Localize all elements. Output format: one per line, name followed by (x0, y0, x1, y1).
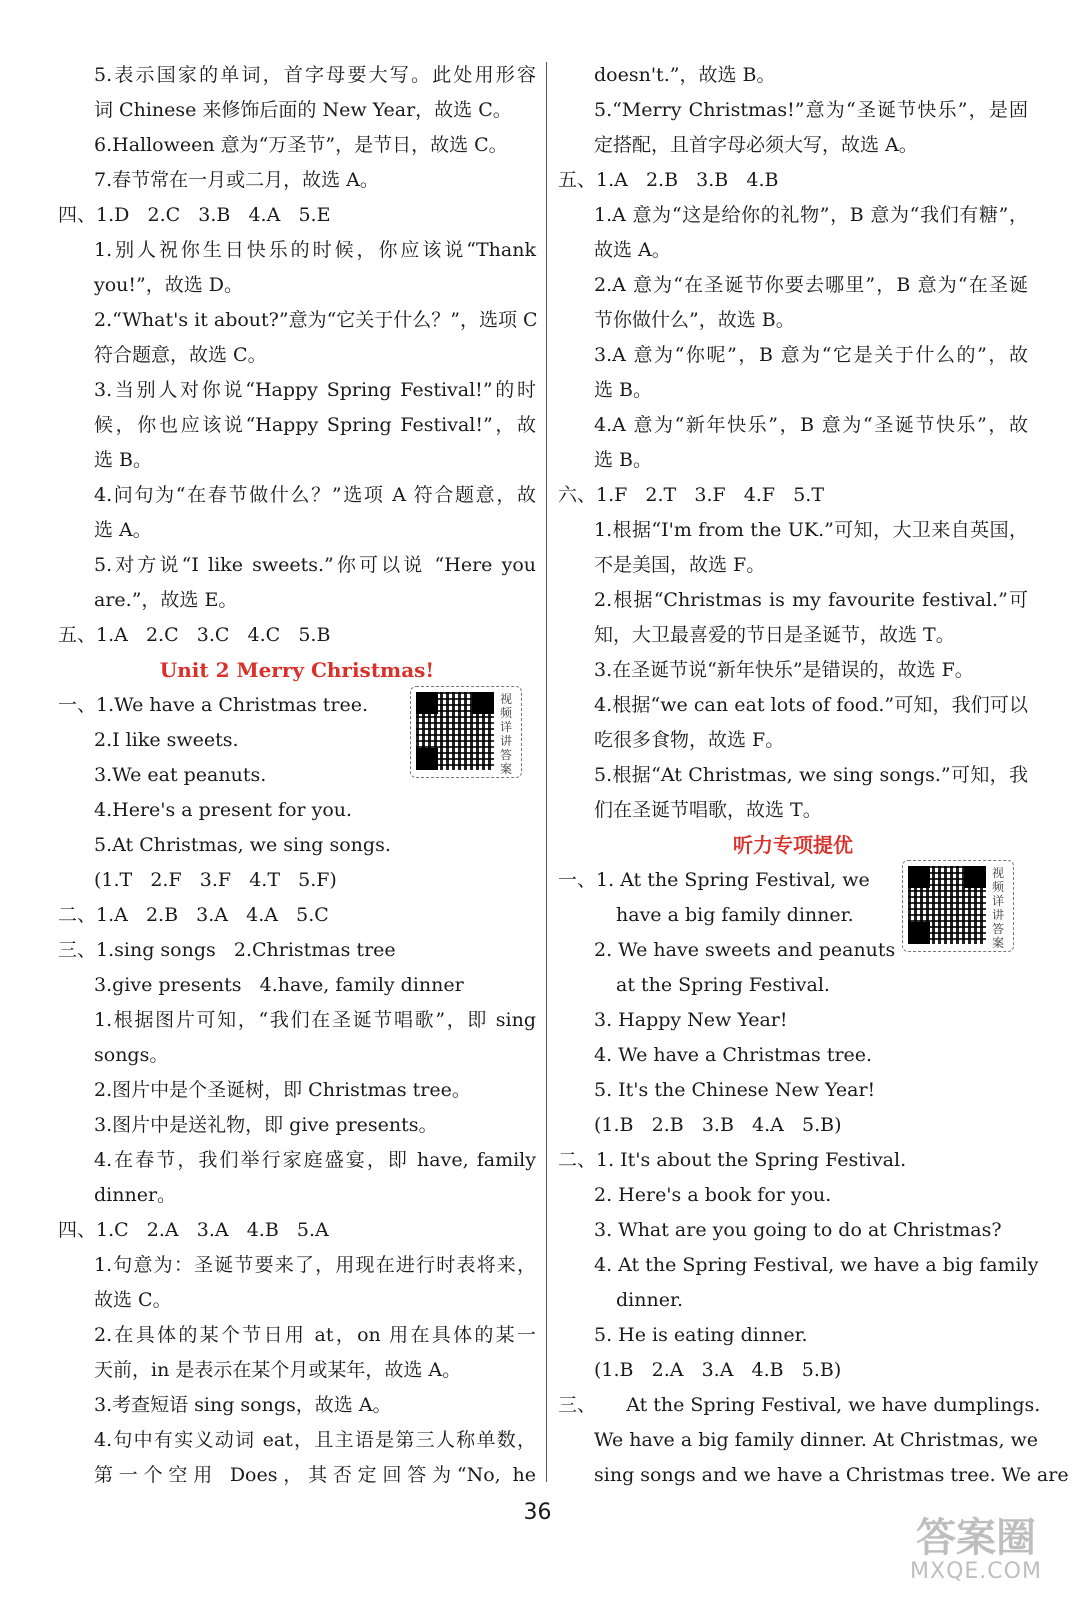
qr-code-icon (416, 692, 494, 770)
answer-line: 2.A 意为“在圣诞节你要去哪里”，B 意为“在圣诞 (594, 274, 1028, 296)
answer-line: 三、1.sing songs 2.Christmas tree (58, 939, 396, 961)
answer-line: 5.“Merry Christmas!”意为“圣诞节快乐”，是固 (594, 99, 1028, 121)
answer-line: 故选 A。 (594, 239, 671, 261)
answer-line: 四、1.D 2.C 3.B 4.A 5.E (58, 204, 331, 226)
answer-line: 知，大卫最喜爱的节日是圣诞节，故选 T。 (594, 624, 955, 646)
qr-label: 视频详讲答案 (499, 692, 512, 776)
answer-line: (1.B 2.A 3.A 4.B 5.B) (594, 1359, 842, 1381)
answer-line: 第一个空用 Does，其否定回答为“No, he (94, 1464, 536, 1486)
answer-line: 一、1. At the Spring Festival, we (558, 869, 870, 891)
answer-line: are.”，故选 E。 (94, 589, 238, 611)
answer-line: 1.句意为：圣诞节要来了，用现在进行时表将来， (94, 1254, 536, 1276)
answer-line: 2.根据“Christmas is my favourite festival.”可 (594, 589, 1028, 611)
answer-line: 4. At the Spring Festival, we have a big family (594, 1254, 1039, 1276)
answer-line: 吃很多食物，故选 F。 (594, 729, 785, 751)
page-number: 36 (523, 1500, 552, 1525)
answer-line: have a big family dinner. (616, 904, 854, 926)
answer-line: 不是美国，故选 F。 (594, 554, 766, 576)
answer-line: 3.A 意为“你呢”，B 意为“它是关于什么的”，故 (594, 344, 1028, 366)
answer-line: 5.表示国家的单词，首字母要大写。此处用形容 (94, 64, 536, 86)
answer-line: 3.考查短语 sing songs，故选 A。 (94, 1394, 392, 1416)
answer-line: (1.B 2.B 3.B 4.A 5.B) (594, 1114, 842, 1136)
answer-line: 二、1.A 2.B 3.A 4.A 5.C (58, 904, 329, 926)
qr-code-icon (908, 866, 986, 944)
answer-line: 2.I like sweets. (94, 729, 239, 751)
answer-line: 5. It's the Chinese New Year! (594, 1079, 876, 1101)
answer-line: doesn't.”，故选 B。 (594, 64, 776, 86)
section-title: 听力专项提优 (733, 833, 853, 857)
answer-line: sing songs and we have a Christmas tree. We are (594, 1464, 1069, 1486)
answer-line: 4.A 意为“新年快乐”，B 意为“圣诞节快乐”，故 (594, 414, 1028, 436)
answer-line: 3.We eat peanuts. (94, 764, 267, 786)
answer-line: 1.别人祝你生日快乐的时候，你应该说“Thank (94, 239, 536, 261)
answer-line: 五、1.A 2.C 3.C 4.C 5.B (58, 624, 331, 646)
answer-line: 天前，in 是表示在某个月或某年，故选 A。 (94, 1359, 462, 1381)
answer-line: 选 B。 (594, 379, 653, 401)
answer-line: 2. We have sweets and peanuts (594, 939, 896, 961)
answer-line: 4. We have a Christmas tree. (594, 1044, 873, 1066)
answer-line: 三、 At the Spring Festival, we have dumplings. (558, 1394, 1041, 1416)
qr-code-listening[interactable] (902, 860, 1014, 952)
answer-line: 2.图片中是个圣诞树，即 Christmas tree。 (94, 1079, 471, 1101)
answer-line: at the Spring Festival. (616, 974, 830, 996)
qr-label: 视频详讲答案 (991, 866, 1004, 950)
answer-line: 3.在圣诞节说“新年快乐”是错误的，故选 F。 (594, 659, 974, 681)
answer-line: 选 B。 (94, 449, 153, 471)
answer-line: (1.T 2.F 3.F 4.T 5.F) (94, 869, 337, 891)
answer-line: 7.春节常在一月或二月，故选 A。 (94, 169, 379, 191)
answer-line: 选 B。 (594, 449, 653, 471)
answer-line: 故选 C。 (94, 1289, 172, 1311)
answer-line: 3.当别人对你说“Happy Spring Festival!”的时 (94, 379, 536, 401)
answer-line: 4.根据“we can eat lots of food.”可知，我们可以 (594, 694, 1028, 716)
answer-line: 2. Here's a book for you. (594, 1184, 832, 1206)
answer-line: 2.在具体的某个节日用 at，on 用在具体的某一 (94, 1324, 536, 1346)
answer-line: 6.Halloween 意为“万圣节”，是节日，故选 C。 (94, 134, 508, 156)
watermark-url: MXQE.COM (910, 1559, 1042, 1584)
answer-line: 4.句中有实义动词 eat，且主语是第三人称单数， (94, 1429, 536, 1451)
answer-line: 词 Chinese 来修饰后面的 New Year，故选 C。 (94, 99, 512, 121)
answer-line: We have a big family dinner. At Christmas, we (594, 1429, 1039, 1451)
answer-line: 3. Happy New Year! (594, 1009, 788, 1031)
answer-line: 3.图片中是送礼物，即 give presents。 (94, 1114, 438, 1136)
answer-line: 二、1. It's about the Spring Festival. (558, 1149, 907, 1171)
answer-line: 4.Here's a present for you. (94, 799, 353, 821)
answer-line: 5.At Christmas, we sing songs. (94, 834, 391, 856)
answer-line: 节你做什么”，故选 B。 (594, 309, 795, 331)
answer-line: dinner。 (94, 1184, 177, 1206)
answer-line: 5.根据“At Christmas, we sing songs.”可知，我 (594, 764, 1028, 786)
answer-line: songs。 (94, 1044, 169, 1066)
column-divider (546, 62, 547, 1482)
answer-line: 符合题意，故选 C。 (94, 344, 267, 366)
answer-line: 1.A 意为“这是给你的礼物”，B 意为“我们有糖”， (594, 204, 1028, 226)
answer-line: 5. He is eating dinner. (594, 1324, 808, 1346)
right-column (558, 58, 1069, 1493)
answer-line: 定搭配，且首字母必须大写，故选 A。 (594, 134, 918, 156)
answer-line: 们在圣诞节唱歌，故选 T。 (594, 799, 822, 821)
answer-line: 选 A。 (94, 519, 152, 541)
answer-line: dinner. (616, 1289, 683, 1311)
answer-line: 5.对方说“I like sweets.”你可以说 “Here you (94, 554, 536, 576)
qr-code-unit2[interactable] (410, 686, 522, 778)
answer-line: 五、1.A 2.B 3.B 4.B (558, 169, 779, 191)
watermark-text: 答案圈 (916, 1515, 1036, 1561)
section-title: Unit 2 Merry Christmas! (159, 658, 435, 682)
answer-line: 4.在春节，我们举行家庭盛宴，即 have, family (94, 1149, 536, 1171)
answer-line: you!”，故选 D。 (94, 274, 244, 296)
answer-line: 六、1.F 2.T 3.F 4.F 5.T (558, 484, 825, 506)
answer-line: 3.give presents 4.have, family dinner (94, 974, 464, 996)
answer-line: 1.根据图片可知，“我们在圣诞节唱歌”，即 sing (94, 1009, 536, 1031)
answer-line: 1.根据“I'm from the UK.”可知，大卫来自英国， (594, 519, 1028, 541)
answer-line: 4.问句为“在春节做什么？”选项 A 符合题意，故 (94, 484, 536, 506)
answer-line: 2.“What's it about?”意为“它关于什么？”，选项 C (94, 309, 538, 331)
watermark-logo (891, 1516, 1061, 1586)
answer-line: 候，你也应该说“Happy Spring Festival!”，故 (94, 414, 536, 436)
answer-line: 一、1.We have a Christmas tree. (58, 694, 369, 716)
answer-line: 四、1.C 2.A 3.A 4.B 5.A (58, 1219, 329, 1241)
answer-line: 3. What are you going to do at Christmas? (594, 1219, 1002, 1241)
